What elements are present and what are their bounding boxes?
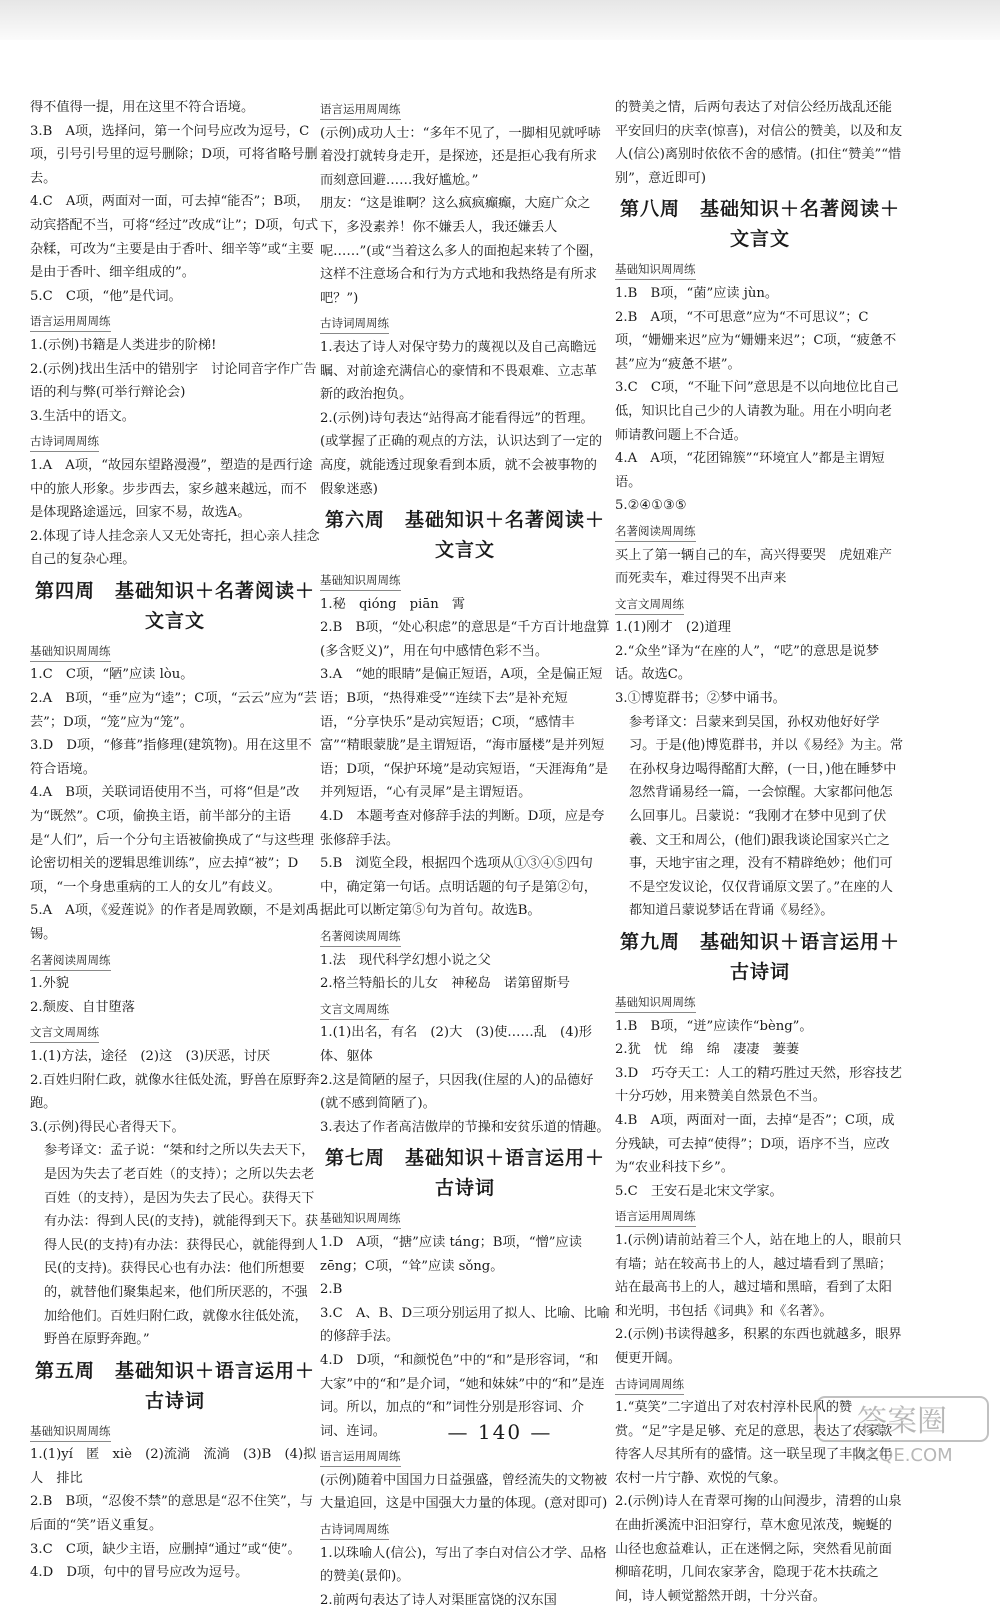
translation-paragraph: 参考译文：吕蒙来到吴国，孙权劝他好好学习。于是(他)博览群书，并以《易经》为主。常在孙权身边喝得酩酊大醉，(一日，)他在睡梦中忽然背诵易经一篇，一会惊醒。大家都问他怎么回事儿。吕蒙说：“我刚才在梦中见到了伏羲、文王和周公，(他们)跟我谈论国家兴亡之事，天地宇宙之理，没有不精辟绝妙；他们可不是空发议论，仅仅背诵原文罢了。”在座的人都知道吕蒙说梦话在背诵《易经》。	[629, 714, 904, 919]
answer-item: 1.(1)出名，有名 (2)大 (3)使……乱 (4)形体、躯体	[320, 1025, 592, 1064]
answer-item: 4.D D项，“和颜悦色”中的“和”是形容词，“和大家”中的“和”是介词，“她和妹妹”中的“和”是连词。所以，加点的“和”词性分别是形容词、介词、连词。	[320, 1352, 605, 1439]
translation-paragraph: 参考译文：孟子说：“桀和纣之所以失去天下，是因为失去了老百姓（的支持）；之所以失去老百姓（的支持），是因为失去了民心。获得天下有办法：得到人民(的支持)，就能得到天下。获得人民(的支持)有办法：获得民心，就能得到人民(的支持)。获得民心也有办法：他们所想要的，就替他们聚集起来，他们所厌恶的，不强加给他们。百姓归附仁政，就像水往低处流，野兽在原野奔跑。”	[44, 1143, 319, 1348]
section-label: 古诗词周周练	[320, 313, 389, 334]
section-label: 名著阅读周周练	[615, 521, 696, 542]
answer-item: 2.B	[320, 1282, 343, 1298]
answer-item: (示例)成功人士：“多年不见了，一脚相见就呼哧着没打就转身走开，是探迹，还是拒心我有所求而刻意回避……我好尴尬。”	[320, 125, 601, 188]
answer-item: 4.B A项，两面对一面，去掉“是否”；C项，成分残缺，可去掉“使得”；D项，语序不当，应改为“农业科技下乡”。	[615, 1112, 895, 1176]
answer-item: 1.法 现代科学幻想小说之父	[320, 952, 491, 968]
answer-item: 2.(示例)找出生活中的错别字 讨论同音字作广告语的利与弊(可举行辩论会)	[30, 361, 317, 401]
answer-item: 的赞美之情，后两句表达了对信公经历战乱还能平安回归的庆幸(惊喜)，对信公的赞美，以及和友人(信公)离别时依依不舍的感情。(扣住“赞美”“惜别”，意近即可)	[615, 100, 903, 186]
section-label: 语言运用周周练	[615, 1206, 696, 1227]
answer-item: 3.D 巧夺天工：人工的精巧胜过天然，形容技艺十分巧妙，用来赞美自然景色不当。	[615, 1065, 902, 1105]
section-label: 语言运用周周练	[320, 1446, 401, 1467]
answer-item: 3.D D项，“修葺”指修理(建筑物)。用在这里不符合语境。	[30, 738, 312, 777]
answer-item: 2.(示例)书读得越多，积累的东西也就越多，眼界便更开阔。	[615, 1327, 902, 1366]
week-heading: 第七周 基础知识＋语言运用＋古诗词	[324, 1147, 605, 1200]
answer-item: 1.(示例)请前站着三个人，站在地上的人，眼前只有墙；站在较高书上的人，越过墙看到了黑暗；站在最高书上的人，越过墙和黑暗，看到了太阳和光明，书包括《词典》和《名著》。	[615, 1232, 902, 1319]
answer-item: 2.B A项，“不可思意”应为“不可思议”；C项，“姗姗来迟”应为“姗姗来迟”；C项，“疲惫不甚”应为“疲惫不堪”。	[615, 309, 897, 372]
answer-item: 1.C C项，“陋”应读 lòu。	[30, 667, 194, 683]
answer-item: 2.颓废、自甘堕落	[30, 999, 135, 1015]
section-label: 文言文周周练	[30, 1022, 99, 1043]
answer-item: 朋友：“这是谁啊？这么疯疯癫癫，大庭广众之下，多没素养！你不嫌丢人，我还嫌丢人呢……”(或“当着这么多人的面抱起来转了个圈，这样不注意场合和行为方式地和我热络是有所求吧？”)	[320, 196, 603, 306]
answer-item: 5.②④①③⑤	[615, 498, 687, 514]
watermark-site: MXQE.COM	[851, 1445, 953, 1465]
week-heading: 第八周 基础知识＋名著阅读＋文言文	[619, 198, 900, 251]
answer-item: 2.前两句表达了诗人对渠匪富饶的汉东国	[320, 1592, 557, 1608]
scan-top-shading	[0, 0, 1000, 40]
answer-item: 1.(1)yí 匿 xiè (2)流淌 流淌 (3)B (4)拟人 排比	[30, 1447, 317, 1486]
answer-item: 2.犹 忧 绵 绵 凄凄 萋萋	[615, 1042, 800, 1058]
answer-item: 3.C C项，缺少主语，应删掉“通过”或“使”。	[30, 1541, 301, 1557]
page-number: — 140 —	[447, 1420, 553, 1444]
section-label: 语言运用周周练	[30, 311, 111, 332]
answer-item: 3.C C项，“不耻下问”意思是不以向地位比自己低，知识比自己少的人请教为耻。用在小明向老师请教问题上不合适。	[615, 380, 899, 443]
column-right	[615, 96, 905, 1608]
answer-item: 1.A A项，“故园东望路漫漫”，塑造的是西行途中的旅人形象。步步西去，家乡越来越远，而不是体现路途遥远，回家不易，故选A。	[30, 457, 313, 521]
section-label: 基础知识周周练	[615, 992, 696, 1013]
answer-item: 4.A A项，“花团锦簇”“环境宜人”都是主谓短语。	[615, 451, 885, 490]
answer-item: 1.B B项，“菌”应读 jùn。	[615, 285, 779, 301]
watermark-logo	[815, 1395, 990, 1465]
answer-item: 2.(示例)诗人在青翠可掬的山间漫步，清碧的山泉在曲折溪流中汩汩穿行，草木愈见浓茂，蜿蜒的山径也愈益难认，正在迷惘之际，突然看见前面柳暗花明，几间农家茅舍，隐现于花木扶疏之间，诗人顿觉豁然开朗，十分兴奋。	[615, 1494, 902, 1604]
answer-item: 得不值得一提，用在这里不符合语境。	[30, 100, 255, 115]
answer-item: 1.B B项，“迸”应读作“bèng”。	[615, 1018, 813, 1034]
answer-item: (示例)随着中国国力日益强盛，曾经流失的文物被大量追回，这是中国强大力量的体现。(意对即可)	[320, 1472, 608, 1512]
answer-item: 1.表达了诗人对保守势力的蔑视以及自己高瞻远瞩、对前途充满信心的豪情和不畏艰难、立志革新的政治抱负。	[320, 339, 597, 403]
answer-item: 3.B A项，选择问，第一个问号应改为逗号，C项，引号引号里的逗号删除；D项，可将省略号删去。	[30, 123, 318, 186]
week-heading: 第五周 基础知识＋语言运用＋古诗词	[34, 1359, 315, 1412]
answer-item: 买上了第一辆自己的车，高兴得要哭 虎妞难产而死卖车，难过得哭不出声来	[615, 547, 892, 587]
answer-item: 1.(示例)书籍是人类进步的阶梯!	[30, 337, 217, 353]
answer-item: 1.秘 qióng piān 霄	[320, 596, 466, 612]
answer-item: 4.C A项，两面对一面，可去掉“能否”；B项，动宾搭配不当，可将“经过”改成“让”；D项，句式杂糅，可改为“主要是由于香叶、细辛等”或“主要是由于香叶、细辛组成的”。	[30, 194, 319, 281]
column-left	[30, 96, 320, 1585]
answer-item: 1.以珠喻人(信公)，写出了李白对信公才学、品格的赞美(景仰)。	[320, 1545, 607, 1585]
answer-item: 3.(示例)得民心者得天下。	[30, 1119, 185, 1135]
answer-item: 1.(1)方法，途径 (2)这 (3)厌恶，讨厌	[30, 1048, 271, 1064]
answer-item: 5.B 浏览全段，根据四个选项从①③④⑤四句中，确定第一句话。点明话题的句子是第②句，据此可以断定第⑤句为首句。故选B。	[320, 856, 597, 919]
section-label: 基础知识周周练	[615, 259, 696, 280]
answer-item: 1.(1)刚才 (2)道理	[615, 620, 731, 636]
section-label: 基础知识周周练	[30, 641, 111, 662]
answer-item: 3.①博览群书；②梦中诵书。	[615, 691, 786, 707]
answer-item: 2.B B项，“处心积虑”的意思是“千方百计地盘算(多含贬义)”，用在句中感情色彩不当。	[320, 620, 610, 659]
answer-item: 1.“莫笑”二字道出了对农村淳朴民风的赞赏。“足”字是足够、充足的意思，表达了农家款待客人尽其所有的盛情。这一联呈现了丰收之年农村一片宁静、欢悦的气象。	[615, 1400, 893, 1486]
answer-item: 2.(示例)诗句表达“站得高才能看得远”的哲理。(或掌握了正确的观点的方法，认识达到了一定的高度，就能透过现象看到本质，就不会被事物的假象迷惑)	[320, 410, 603, 497]
answer-item: 5.C 王安石是北宋文学家。	[615, 1183, 783, 1199]
section-label: 古诗词周周练	[615, 1374, 684, 1395]
week-heading: 第九周 基础知识＋语言运用＋古诗词	[619, 931, 900, 983]
week-heading: 第六周 基础知识＋名著阅读＋文言文	[324, 509, 605, 562]
answer-item: 3.生活中的语文。	[30, 408, 135, 424]
section-label: 文言文周周练	[615, 594, 684, 615]
answer-item: 2.格兰特船长的儿女 神秘岛 诺第留斯号	[320, 976, 570, 992]
section-label: 文言文周周练	[320, 999, 389, 1020]
answer-item: 4.D 本题考查对修辞手法的判断。D项，应是夸张修辞手法。	[320, 809, 605, 848]
section-label: 古诗词周周练	[320, 1519, 389, 1540]
answer-item: 2.B B项，“忍俊不禁”的意思是“忍不住笑”，与后面的“笑”语义重复。	[30, 1494, 314, 1534]
section-label: 名著阅读周周练	[320, 926, 401, 947]
answer-item: 1.D A项，“搪”应读 táng；B项，“憎”应读 zēng；C项，“耸”应读 sǒng。	[320, 1234, 582, 1274]
answer-item: 5.C C项，“他”是代词。	[30, 288, 182, 304]
section-label: 基础知识周周练	[320, 1208, 401, 1229]
answer-item: 4.D D项，句中的冒号应改为逗号。	[30, 1565, 249, 1581]
answer-item: 2.“众坐”译为“在座的人”，“呓”的意思是说梦话。故选C。	[615, 643, 880, 683]
answer-item: 3.表达了作者高洁傲岸的节操和安贫乐道的情趣。	[320, 1119, 610, 1135]
answer-item: 1.外貌	[30, 976, 69, 992]
week-heading: 第四周 基础知识＋名著阅读＋文言文	[34, 579, 315, 632]
section-label: 古诗词周周练	[30, 431, 99, 452]
section-label: 基础知识周周练	[30, 1421, 111, 1442]
column-middle	[320, 96, 610, 1612]
answer-item: 2.这是简陋的屋子，只因我(住屋的人)的品德好(就不感到简陋了)。	[320, 1072, 594, 1112]
section-label: 名著阅读周周练	[30, 950, 111, 971]
answer-item: 5.A A项，《爱莲说》的作者是周敦颐，不是刘禹锡。	[30, 903, 319, 942]
answer-item: 2.百姓归附仁政，就像水往低处流，野兽在原野奔跑。	[30, 1072, 320, 1112]
answer-item: 3.C A、B、D三项分别运用了拟人、比喻、比喻的修辞手法。	[320, 1305, 610, 1345]
answer-item: 4.A B项，关联词语使用不当，可将“但是”改为“既然”。C项，偷换主语，前半部分的主语是“人们”，后一个分句主语被偷换成了“与这些理论密切相关的逻辑思维训练”，应去掉“被”；D项，“一个身患重病的工人的女儿”有歧义。	[30, 785, 314, 895]
section-label: 基础知识周周练	[320, 570, 401, 591]
answer-item: 3.A “她的眼睛”是偏正短语，A项，全是偏正短语；B项，“热得难受”“连续下去”是补充短语，“分享快乐”是动宾短语；C项，“感情丰富”“精眼蒙胧”是主谓短语，“海市蜃楼”是并列短语；D项，“保护环境”是动宾短语，“天涯海角”是并列短语，“心有灵犀”是主谓短语。	[320, 667, 609, 801]
answer-item: 2.A B项，“垂”应为“逵”；C项，“云云”应为“芸芸”；D项，“笼”应为“笼”。	[30, 691, 317, 730]
answer-item: 2.体现了诗人挂念亲人又无处寄托，担心亲人挂念自己的复杂心理。	[30, 528, 320, 568]
watermark-title: 答案圈	[857, 1404, 947, 1439]
section-label: 语言运用周周练	[320, 99, 401, 120]
